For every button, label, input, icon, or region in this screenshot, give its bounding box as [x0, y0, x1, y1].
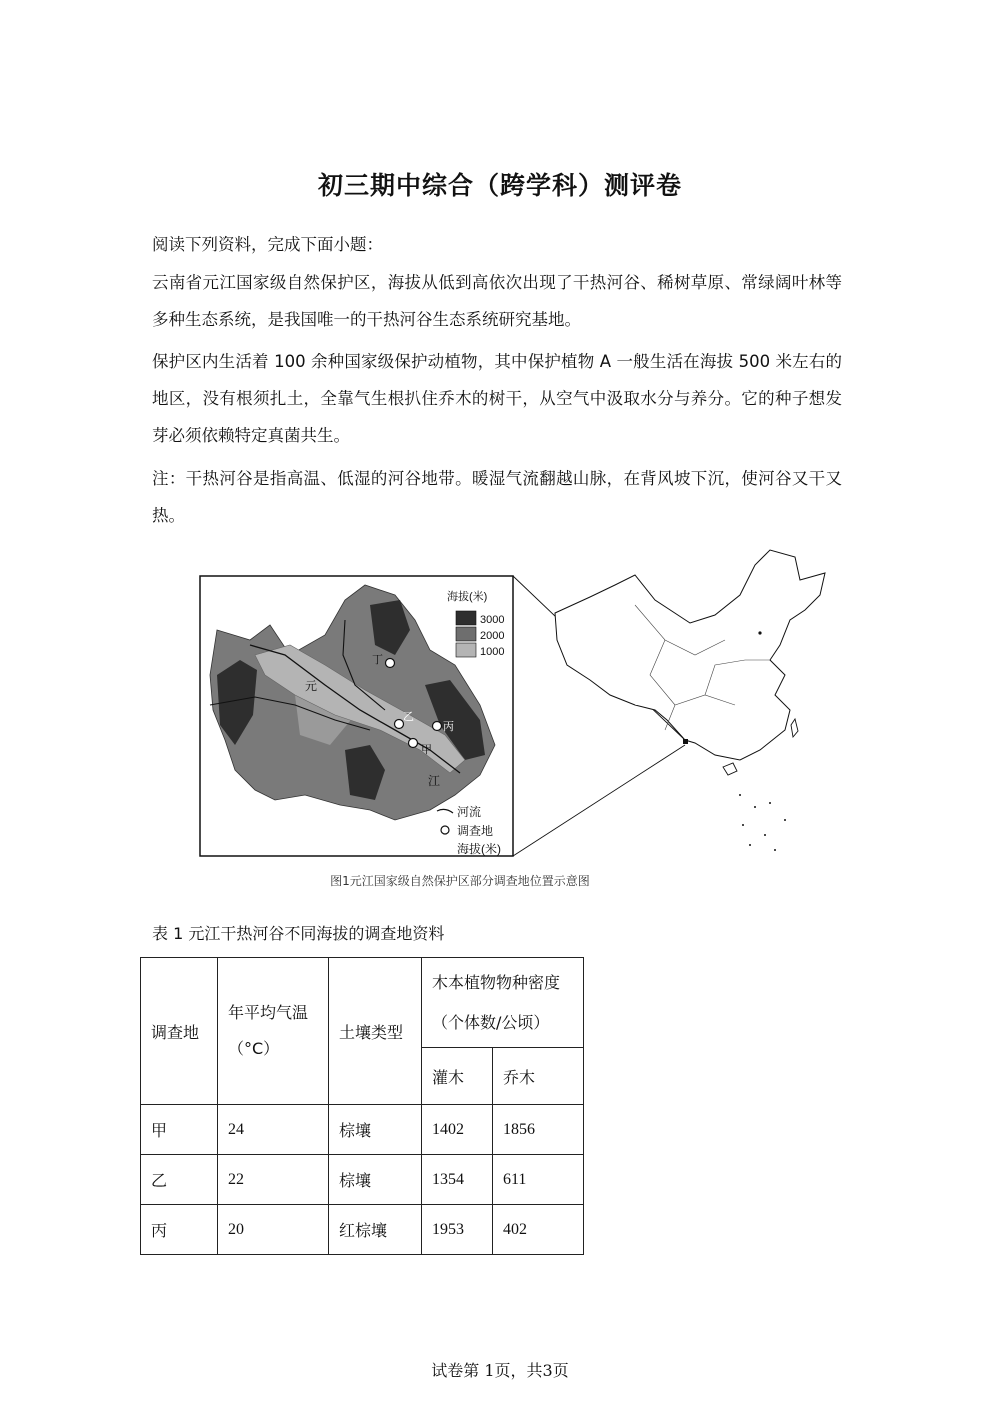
cell-soil: 红棕壤 — [329, 1205, 422, 1255]
label-jia: 甲 — [421, 744, 432, 756]
legend-level-2000: 2000 — [480, 630, 505, 642]
legend-title: 海拔(米) — [447, 591, 488, 603]
note-paragraph: 注：干热河谷是指高温、低湿的河谷地带。暖湿气流翻越山脉，在背风坡下沉，使河谷又干又热。 — [152, 469, 842, 525]
legend-level-1000: 1000 — [480, 646, 505, 658]
legend-alt-label: 海拔(米) — [457, 842, 501, 856]
legend-swatch-1000 — [456, 643, 476, 657]
table-row — [141, 1155, 584, 1205]
label-bing: 丙 — [443, 721, 454, 733]
header-shrub: 灌木 — [422, 1048, 493, 1105]
header-density-line2: （个体数/公顷） — [432, 1012, 550, 1032]
paragraph-2: 保护区内生活着 100 余种国家级保护动植物，其中保护植物 A 一般生活在海拔 500 米左右的地区，没有根须扎土，全靠气生根扒住乔木的树干，从空气中汲取水分与养分。它的种子想发芽必须依赖特定真菌共生。 — [152, 352, 842, 445]
site-jia-marker — [409, 739, 418, 748]
taiwan-island — [791, 719, 798, 737]
china-outline — [555, 550, 825, 760]
cell-shrub: 1354 — [422, 1155, 493, 1205]
cell-tree: 402 — [493, 1205, 584, 1255]
reserve-location-marker — [683, 739, 688, 744]
intro-paragraph: 阅读下列资料，完成下面小题： — [152, 235, 383, 254]
table-caption: 表 1 元江干热河谷不同海拔的调查地资料 — [152, 924, 445, 943]
site-bing-marker — [433, 722, 442, 731]
cell-tree: 1856 — [493, 1105, 584, 1155]
header-density-line1: 木本植物物种密度 — [432, 972, 561, 992]
cell-shrub: 1402 — [422, 1105, 493, 1155]
hainan-island — [723, 763, 737, 775]
cell-temp: 22 — [218, 1155, 329, 1205]
label-yi: 乙 — [403, 711, 414, 723]
table-row — [141, 1105, 584, 1155]
header-temp-line1: 年平均气温 — [228, 1003, 309, 1022]
figure-caption: 图1元江国家级自然保护区部分调查地位置示意图 — [330, 874, 590, 888]
legend-level-3000: 3000 — [480, 614, 505, 626]
legend-swatch-2000 — [456, 627, 476, 641]
cell-tree: 611 — [493, 1155, 584, 1205]
header-soil: 土壤类型 — [329, 958, 422, 1105]
label-yuan: 元 — [305, 679, 318, 693]
header-tree: 乔木 — [493, 1048, 584, 1105]
paragraph-1: 云南省元江国家级自然保护区，海拔从低到高依次出现了干热河谷、稀树草原、常绿阔叶林等多种生态系统，是我国唯一的干热河谷生态系统研究基地。 — [152, 273, 842, 329]
header-temp — [218, 958, 329, 1105]
cell-temp: 20 — [218, 1205, 329, 1255]
page-title: 初三期中综合（跨学科）测评卷 — [317, 171, 682, 200]
connector-line-bottom — [513, 745, 685, 856]
south-sea-islands — [739, 794, 786, 851]
cell-site: 乙 — [141, 1155, 218, 1205]
label-ding: 丁 — [372, 654, 383, 666]
survey-table — [140, 957, 584, 1255]
label-jiang: 江 — [428, 774, 441, 788]
header-temp-line2: （°C） — [228, 1039, 280, 1058]
cell-site: 丙 — [141, 1205, 218, 1255]
cell-soil: 棕壤 — [329, 1105, 422, 1155]
reserve-map-figure — [195, 545, 835, 865]
cell-soil: 棕壤 — [329, 1155, 422, 1205]
header-site: 调查地 — [141, 958, 218, 1105]
cell-site: 甲 — [141, 1105, 218, 1155]
legend-river-label: 河流 — [457, 805, 482, 819]
beijing-dot — [758, 631, 761, 634]
cell-shrub: 1953 — [422, 1205, 493, 1255]
cell-temp: 24 — [218, 1105, 329, 1155]
page-footer: 试卷第 1页，共3页 — [431, 1361, 569, 1380]
table-row — [141, 1205, 584, 1255]
legend-site-label: 调查地 — [457, 824, 494, 838]
legend-swatch-3000 — [456, 611, 476, 625]
site-ding-marker — [386, 659, 395, 668]
header-density — [422, 958, 584, 1048]
legend-site-symbol — [441, 826, 449, 834]
